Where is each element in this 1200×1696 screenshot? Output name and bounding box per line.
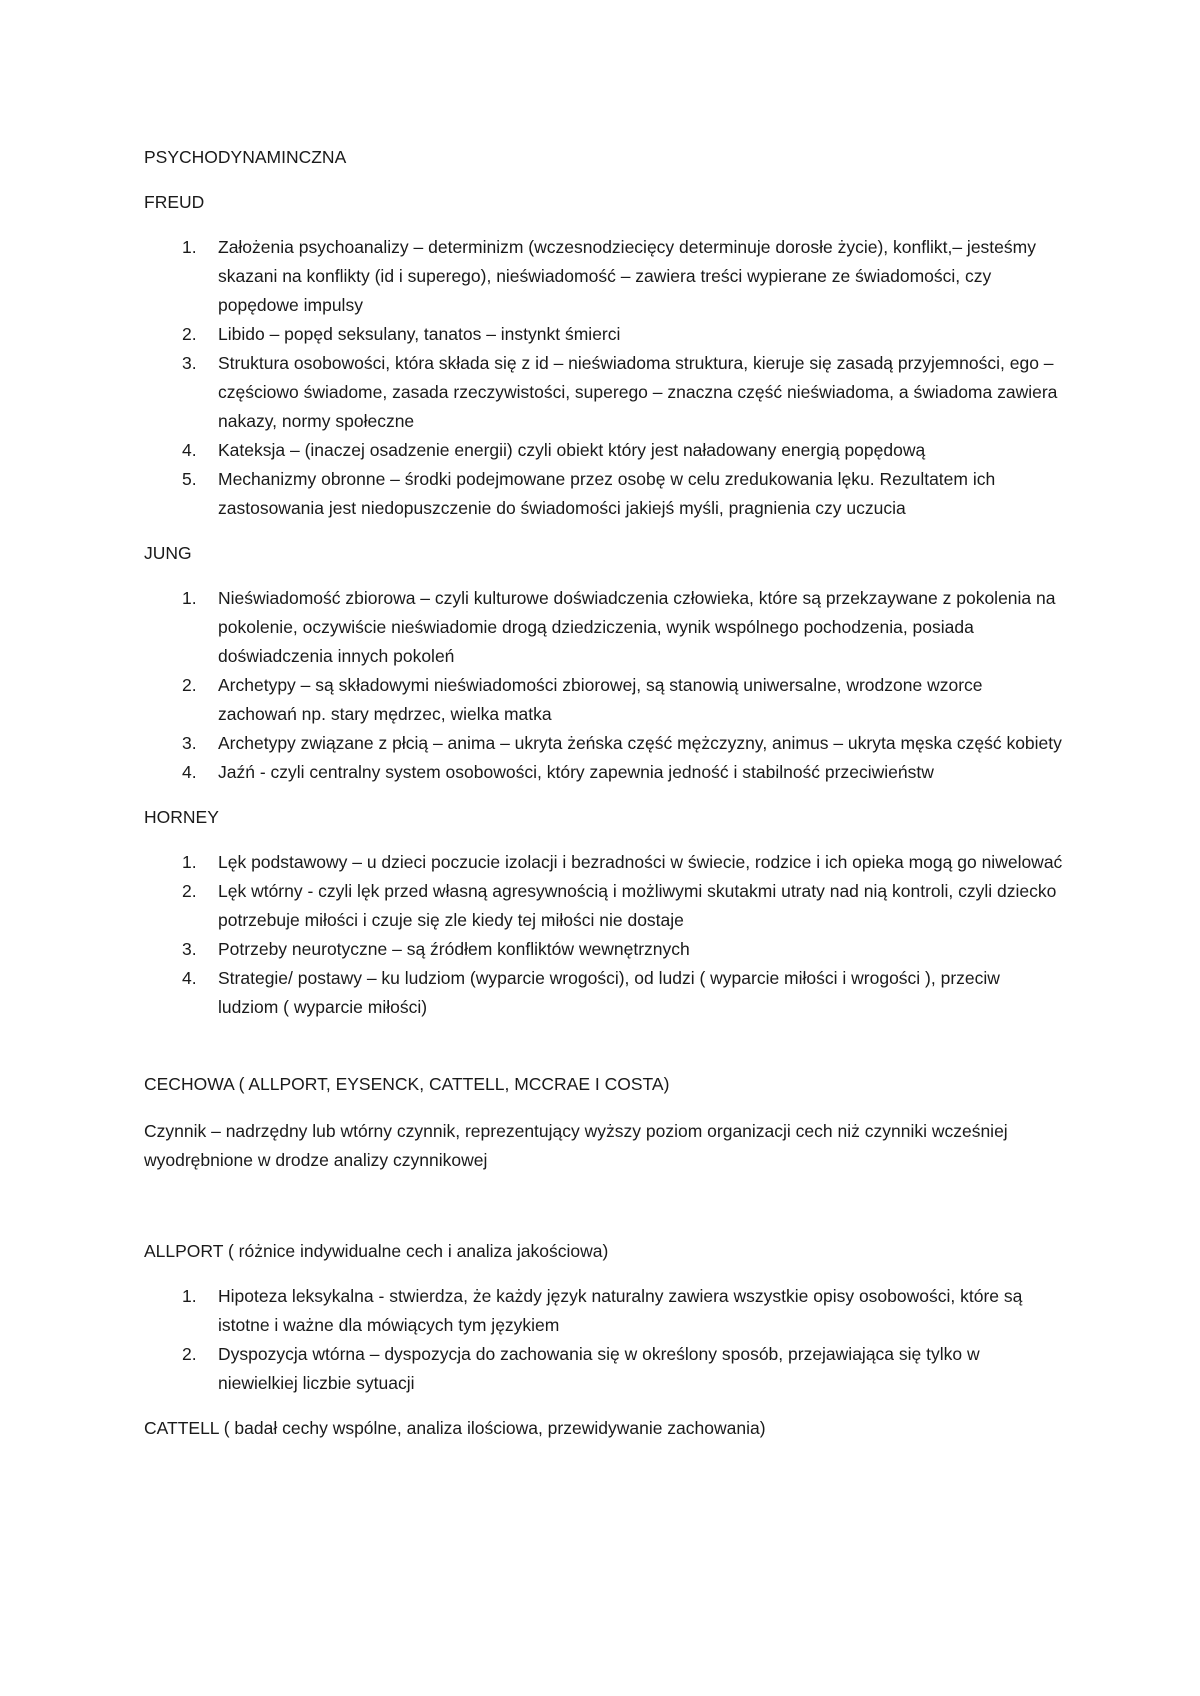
list-number: 4. bbox=[182, 762, 197, 782]
heading-freud: FREUD bbox=[144, 192, 205, 212]
paragraph-czynnik: Czynnik – nadrzędny lub wtórny czynnik, reprezentujący wyższy poziom organizacji cech niż czynniki wcześniej wyodrębnione w drodze analizy czynnikowej bbox=[144, 1120, 1008, 1170]
list-number: 4. bbox=[182, 968, 197, 988]
list-item bbox=[144, 964, 1064, 1022]
list-number: 3. bbox=[182, 353, 197, 373]
spacer bbox=[144, 1191, 1064, 1237]
list-item bbox=[144, 233, 1064, 320]
list-number: 1. bbox=[182, 588, 197, 608]
list-item-text: Lęk wtórny - czyli lęk przed własną agresywnością i możliwymi skutakmi utraty nad nią kontroli, czyli dziecko potrzebuje miłości i czuje się zle kiedy tej miłości nie dostaje bbox=[218, 881, 1057, 930]
list-item bbox=[144, 935, 1064, 964]
list-number: 1. bbox=[182, 237, 197, 257]
list-item-text: Strategie/ postawy – ku ludziom (wyparcie wrogości), od ludzi ( wyparcie miłości i wrogości ), przeciw ludziom ( wyparcie miłości) bbox=[218, 968, 1000, 1017]
spacer bbox=[144, 1038, 1064, 1070]
list-item bbox=[144, 1340, 1064, 1398]
heading-allport: ALLPORT ( różnice indywidualne cech i analiza jakościowa) bbox=[144, 1240, 609, 1261]
list-item bbox=[144, 758, 1064, 787]
list-item-text: Struktura osobowości, która składa się z id – nieświadoma struktura, kieruje się zasadą przyjemności, ego – częściowo świadome, zasada rzeczywistości, superego – znaczna część nieświadoma, a świadoma zawiera nakazy, normy społeczne bbox=[218, 353, 1058, 431]
list-item-text: Archetypy związane z płcią – anima – ukryta żeńska część mężczyzny, animus – ukryta męska część kobiety bbox=[218, 733, 1062, 753]
heading-horney: HORNEY bbox=[144, 807, 219, 827]
list-item-text: Libido – popęd seksulany, tanatos – instynkt śmierci bbox=[218, 324, 621, 344]
heading-cattell: CATTELL ( badał cechy wspólne, analiza ilościowa, przewidywanie zachowania) bbox=[144, 1417, 766, 1438]
list-item-text: Dyspozycja wtórna – dyspozycja do zachowania się w określony sposób, przejawiająca się tylko w niewielkiej liczbie sytuacji bbox=[218, 1343, 980, 1393]
list-item-text: Założenia psychoanalizy – determinizm (wczesnodziecięcy determinuje dorosłe życie), konflikt,– jesteśmy skazani na konflikty (id i superego), nieświadomość – zawiera treści wypierane ze świadomości, czy popędowe impulsy bbox=[218, 237, 1036, 315]
list-item bbox=[144, 1282, 1064, 1340]
list-number: 1. bbox=[182, 852, 197, 872]
list-number: 2. bbox=[182, 881, 197, 901]
list-number: 3. bbox=[182, 733, 197, 753]
jung-list bbox=[144, 584, 1064, 787]
list-item bbox=[144, 349, 1064, 436]
list-item-text: Hipoteza leksykalna - stwierdza, że każdy język naturalny zawiera wszystkie opisy osobowości, które są istotne i ważne dla mówiących tym językiem bbox=[218, 1285, 1023, 1335]
freud-list bbox=[144, 233, 1064, 523]
list-item-text: Kateksja – (inaczej osadzenie energii) czyli obiekt który jest naładowany energią popędową bbox=[218, 440, 926, 460]
list-item-text: Mechanizmy obronne – środki podejmowane przez osobę w celu zredukowania lęku. Rezultatem ich zastosowania jest niedopuszczenie do świadomości jakiejś myśli, pragnienia czy uczucia bbox=[218, 469, 996, 518]
list-number: 1. bbox=[182, 1285, 197, 1306]
list-item bbox=[144, 320, 1064, 349]
list-number: 3. bbox=[182, 939, 197, 959]
list-item-text: Archetypy – są składowymi nieświadomości zbiorowej, są stanowią uniwersalne, wrodzone wzorce zachowań np. stary mędrzec, wielka matka bbox=[218, 675, 983, 724]
list-number: 5. bbox=[182, 469, 197, 489]
heading-cechowa: CECHOWA ( ALLPORT, EYSENCK, CATTELL, MCCRAE I COSTA) bbox=[144, 1074, 670, 1094]
list-item bbox=[144, 729, 1064, 758]
list-item bbox=[144, 671, 1064, 729]
list-item bbox=[144, 436, 1064, 465]
list-item-text: Potrzeby neurotyczne – są źródłem konfliktów wewnętrznych bbox=[218, 939, 690, 959]
allport-list bbox=[144, 1282, 1064, 1398]
document-page bbox=[144, 143, 1064, 1443]
horney-list bbox=[144, 848, 1064, 1022]
list-item bbox=[144, 877, 1064, 935]
list-item-text: Jaźń - czyli centralny system osobowości, który zapewnia jedność i stabilność przeciwieństw bbox=[218, 762, 934, 782]
list-item bbox=[144, 848, 1064, 877]
heading-jung: JUNG bbox=[144, 543, 192, 563]
heading-psychodynamiczna: PSYCHODYNAMINCZNA bbox=[144, 147, 347, 167]
list-item-text: Lęk podstawowy – u dzieci poczucie izolacji i bezradności w świecie, rodzice i ich opieka mogą go niwelować bbox=[218, 852, 1063, 872]
list-item-text: Nieświadomość zbiorowa – czyli kulturowe doświadczenia człowieka, które są przekzaywane z pokolenia na pokolenie, oczywiście nieświadomie drogą dziedziczenia, wynik wspólnego pochodzenia, posiada doświadczenia innych pokoleń bbox=[218, 588, 1056, 666]
list-number: 2. bbox=[182, 324, 197, 344]
list-number: 4. bbox=[182, 440, 197, 460]
list-number: 2. bbox=[182, 1343, 197, 1364]
list-number: 2. bbox=[182, 675, 197, 695]
list-item bbox=[144, 584, 1064, 671]
list-item bbox=[144, 465, 1064, 523]
